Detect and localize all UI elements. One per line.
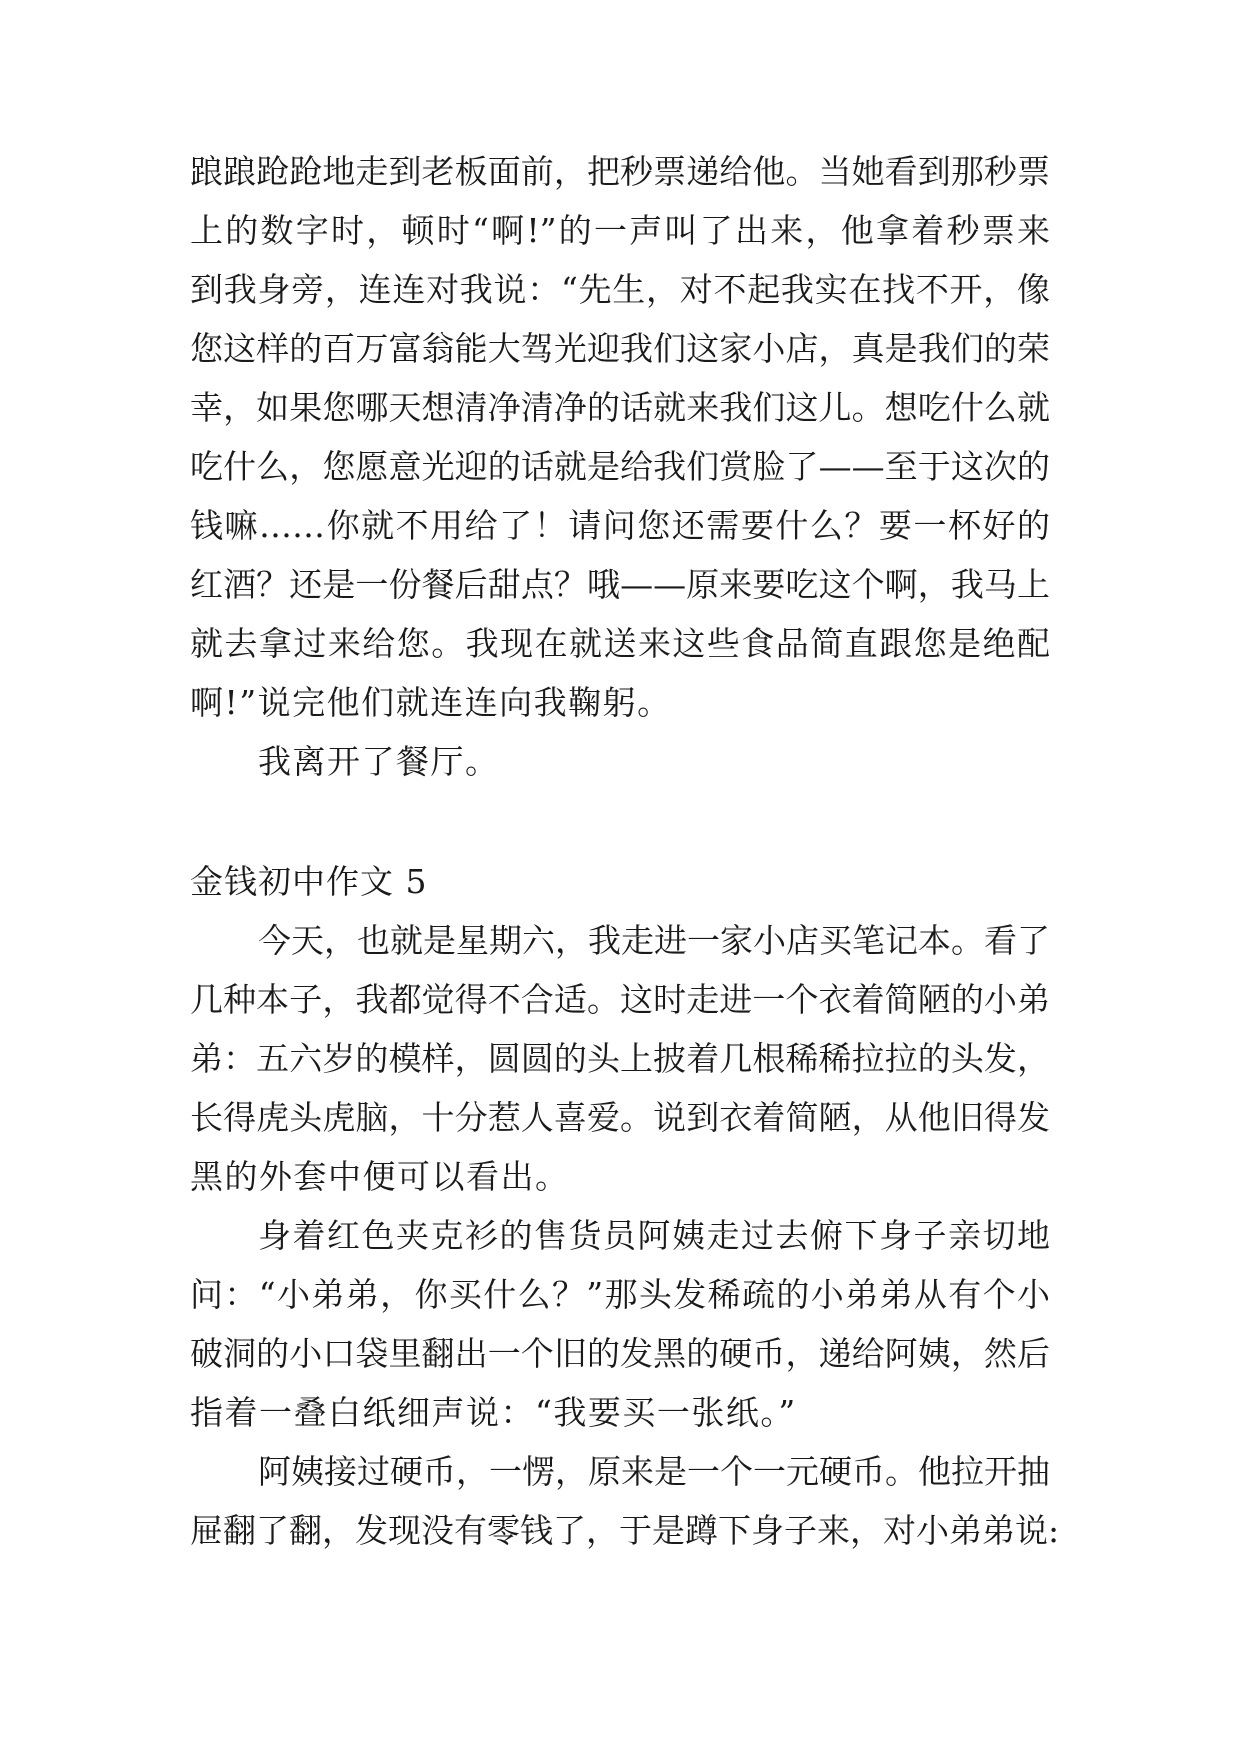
text-line: 啊!”说完他们就连连向我鞠躬。 [190, 683, 672, 722]
text-line: 几种本子，我都觉得不合适。这时走进一个衣着简陋的小弟 [190, 980, 1050, 1019]
text-line: 钱嘛……你就不用给了！请问您还需要什么？要一杯好的 [190, 506, 1050, 545]
text-line: 弟：五六岁的模样，圆圆的头上披着几根稀稀拉拉的头发， [190, 1039, 1050, 1078]
text-line: 屉翻了翻，发现没有零钱了，于是蹲下身子来，对小弟弟说: [190, 1511, 1060, 1550]
text-line: 长得虎头虎脑，十分惹人喜爱。说到衣着简陋，从他旧得发 [190, 1098, 1050, 1137]
section-title: 金钱初中作文 5 [190, 862, 428, 901]
text-line: 黑的外套中便可以看出。 [190, 1157, 570, 1196]
text-line: 您这样的百万富翁能大驾光迎我们这家小店，真是我们的荣 [190, 329, 1050, 368]
text-line: 今天，也就是星期六，我走进一家小店买笔记本。看了 [258, 921, 1050, 960]
text-line: 上的数字时，顿时“啊!”的一声叫了出来，他拿着秒票来 [190, 211, 1050, 250]
text-line: 就去拿过来给您。我现在就送来这些食品简直跟您是绝配 [190, 624, 1050, 663]
text-line: 问：“小弟弟，你买什么？”那头发稀疏的小弟弟从有个小 [190, 1275, 1050, 1314]
text-line: 破洞的小口袋里翻出一个旧的发黑的硬币，递给阿姨，然后 [190, 1334, 1050, 1373]
text-line: 红酒？还是一份餐后甜点？哦——原来要吃这个啊，我马上 [190, 565, 1050, 604]
text-line: 踉踉跄跄地走到老板面前，把秒票递给他。当她看到那秒票 [190, 152, 1050, 191]
text-line: 到我身旁，连连对我说：“先生，对不起我实在找不开，像 [190, 270, 1050, 309]
text-line: 身着红色夹克衫的售货员阿姨走过去俯下身子亲切地 [258, 1216, 1050, 1255]
text-line: 幸，如果您哪天想清净清净的话就来我们这儿。想吃什么就 [190, 388, 1050, 427]
closing-paragraph: 我离开了餐厅。 [258, 742, 500, 781]
text-line: 吃什么，您愿意光迎的话就是给我们赏脸了——至于这次的 [190, 447, 1050, 486]
text-line: 阿姨接过硬币，一愣，原来是一个一元硬币。他拉开抽 [258, 1452, 1050, 1491]
text-line: 指着一叠白纸细声说：“我要买一张纸。” [190, 1393, 797, 1432]
